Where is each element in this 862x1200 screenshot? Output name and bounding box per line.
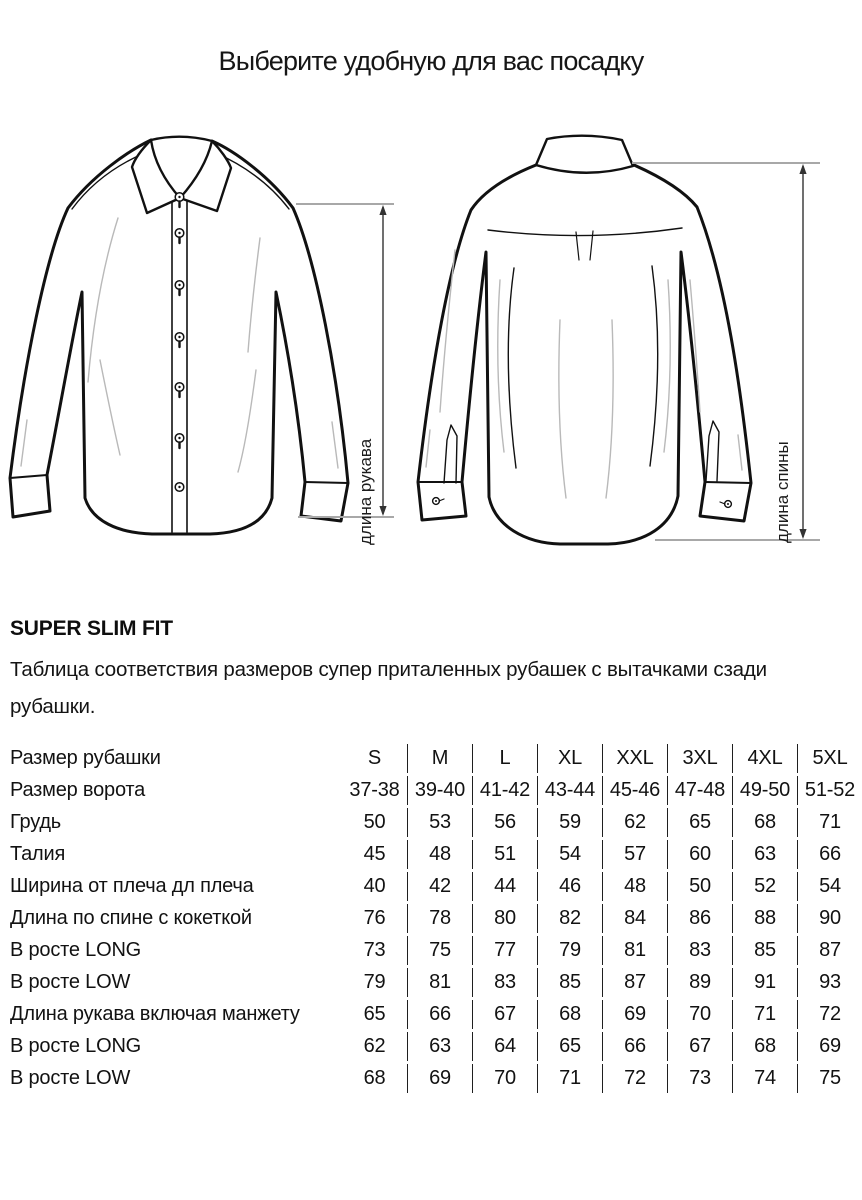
table-row <box>10 1032 862 1061</box>
size-value-cell: 66 <box>407 1000 472 1029</box>
size-value-cell: 69 <box>407 1064 472 1093</box>
size-value-cell: 50 <box>363 811 386 833</box>
table-row <box>10 1000 862 1029</box>
size-value-cell: 45-46 <box>602 776 667 805</box>
size-value-cell: 47-48 <box>667 776 732 805</box>
size-value-cell: 80 <box>472 904 537 933</box>
fit-heading: SUPER SLIM FIT <box>10 617 173 640</box>
size-value-cell: 67 <box>472 1000 537 1029</box>
size-value-cell: 93 <box>797 968 862 997</box>
size-value-cell: 53 <box>407 808 472 837</box>
size-value-cell: 73 <box>363 939 386 961</box>
size-value-cell: 5XL <box>797 744 862 773</box>
size-value-cell: 67 <box>667 1032 732 1061</box>
table-row <box>10 744 862 773</box>
size-value-cell: 81 <box>407 968 472 997</box>
row-label: Длина по спине с кокеткой <box>10 907 252 929</box>
row-label: В росте LONG <box>10 1035 142 1057</box>
size-value-cell: 65 <box>363 1003 386 1025</box>
size-value-cell: 70 <box>667 1000 732 1029</box>
table-row <box>10 776 862 805</box>
size-value-cell: 51-52 <box>797 776 862 805</box>
size-value-cell: 86 <box>667 904 732 933</box>
size-value-cell: 65 <box>537 1032 602 1061</box>
row-label: Размер рубашки <box>10 747 161 769</box>
size-value-cell: 70 <box>472 1064 537 1093</box>
size-value-cell: 42 <box>407 872 472 901</box>
size-value-cell: 76 <box>363 907 386 929</box>
size-value-cell: 82 <box>537 904 602 933</box>
size-value-cell: 71 <box>732 1000 797 1029</box>
table-row <box>10 1064 862 1093</box>
size-value-cell: 41-42 <box>472 776 537 805</box>
row-label: Ширина от плеча дл плеча <box>10 875 254 897</box>
size-value-cell: 62 <box>602 808 667 837</box>
front-shirt-sketch <box>10 137 348 534</box>
size-value-cell: 37-38 <box>349 779 400 801</box>
size-value-cell: 4XL <box>732 744 797 773</box>
row-label: Грудь <box>10 811 62 833</box>
size-value-cell: XL <box>537 744 602 773</box>
size-value-cell: 50 <box>667 872 732 901</box>
row-label: В росте LOW <box>10 971 131 993</box>
size-value-cell: 87 <box>797 936 862 965</box>
size-value-cell: 73 <box>667 1064 732 1093</box>
size-value-cell: 74 <box>732 1064 797 1093</box>
size-value-cell: 57 <box>602 840 667 869</box>
table-row <box>10 936 862 965</box>
size-value-cell: 66 <box>602 1032 667 1061</box>
size-table <box>10 741 862 1096</box>
table-row <box>10 904 862 933</box>
size-value-cell: 89 <box>667 968 732 997</box>
table-row <box>10 840 862 869</box>
size-value-cell: 84 <box>602 904 667 933</box>
row-label: Размер ворота <box>10 779 146 801</box>
size-value-cell: M <box>407 744 472 773</box>
size-value-cell: 3XL <box>667 744 732 773</box>
shirt-sketch-canvas <box>0 120 862 580</box>
size-value-cell: 60 <box>667 840 732 869</box>
size-value-cell: 40 <box>363 875 386 897</box>
size-value-cell: 46 <box>537 872 602 901</box>
size-value-cell: S <box>367 747 382 769</box>
size-value-cell: 83 <box>667 936 732 965</box>
size-value-cell: 62 <box>363 1035 386 1057</box>
size-value-cell: 66 <box>797 840 862 869</box>
size-value-cell: 79 <box>363 971 386 993</box>
size-value-cell: 48 <box>407 840 472 869</box>
size-value-cell: 54 <box>537 840 602 869</box>
size-value-cell: 45 <box>363 843 386 865</box>
size-value-cell: 85 <box>732 936 797 965</box>
size-value-cell: 43-44 <box>537 776 602 805</box>
size-value-cell: 64 <box>472 1032 537 1061</box>
size-value-cell: 87 <box>602 968 667 997</box>
size-value-cell: 49-50 <box>732 776 797 805</box>
row-label: В росте LOW <box>10 1067 131 1089</box>
page-title: Выберите удобную для вас посадку <box>218 46 644 76</box>
size-value-cell: 68 <box>363 1067 386 1089</box>
size-value-cell: 69 <box>602 1000 667 1029</box>
back-length-label: длина спины <box>773 441 792 543</box>
size-value-cell: 68 <box>732 1032 797 1061</box>
size-table-body <box>10 744 862 1093</box>
size-value-cell: 56 <box>472 808 537 837</box>
size-value-cell: L <box>472 744 537 773</box>
size-value-cell: 63 <box>732 840 797 869</box>
size-value-cell: 72 <box>602 1064 667 1093</box>
table-row <box>10 968 862 997</box>
size-value-cell: 39-40 <box>407 776 472 805</box>
size-value-cell: 69 <box>797 1032 862 1061</box>
size-value-cell: 88 <box>732 904 797 933</box>
size-value-cell: 91 <box>732 968 797 997</box>
shirt-diagrams <box>0 120 862 580</box>
back-shirt-sketch <box>418 136 751 544</box>
size-value-cell: 83 <box>472 968 537 997</box>
size-value-cell: 85 <box>537 968 602 997</box>
row-label: В росте LONG <box>10 939 142 961</box>
size-value-cell: 72 <box>797 1000 862 1029</box>
size-value-cell: 52 <box>732 872 797 901</box>
size-value-cell: 75 <box>797 1064 862 1093</box>
size-value-cell: 75 <box>407 936 472 965</box>
sleeve-length-label: длина рукава <box>356 438 375 545</box>
size-value-cell: 68 <box>732 808 797 837</box>
size-value-cell: 59 <box>537 808 602 837</box>
size-value-cell: 90 <box>797 904 862 933</box>
size-value-cell: 71 <box>797 808 862 837</box>
size-value-cell: 81 <box>602 936 667 965</box>
row-label: Длина рукава включая манжету <box>10 1003 300 1025</box>
size-value-cell: 68 <box>537 1000 602 1029</box>
table-row <box>10 872 862 901</box>
size-value-cell: 48 <box>602 872 667 901</box>
size-value-cell: 54 <box>797 872 862 901</box>
size-value-cell: XXL <box>602 744 667 773</box>
size-value-cell: 77 <box>472 936 537 965</box>
size-value-cell: 71 <box>537 1064 602 1093</box>
table-row <box>10 808 862 837</box>
size-value-cell: 79 <box>537 936 602 965</box>
size-value-cell: 44 <box>472 872 537 901</box>
row-label: Талия <box>10 843 66 865</box>
size-value-cell: 63 <box>407 1032 472 1061</box>
fit-description: Таблица соответствия размеров супер приталенных рубашек с вытачками сзади рубашки. <box>10 658 767 718</box>
size-value-cell: 51 <box>472 840 537 869</box>
size-value-cell: 78 <box>407 904 472 933</box>
size-value-cell: 65 <box>667 808 732 837</box>
